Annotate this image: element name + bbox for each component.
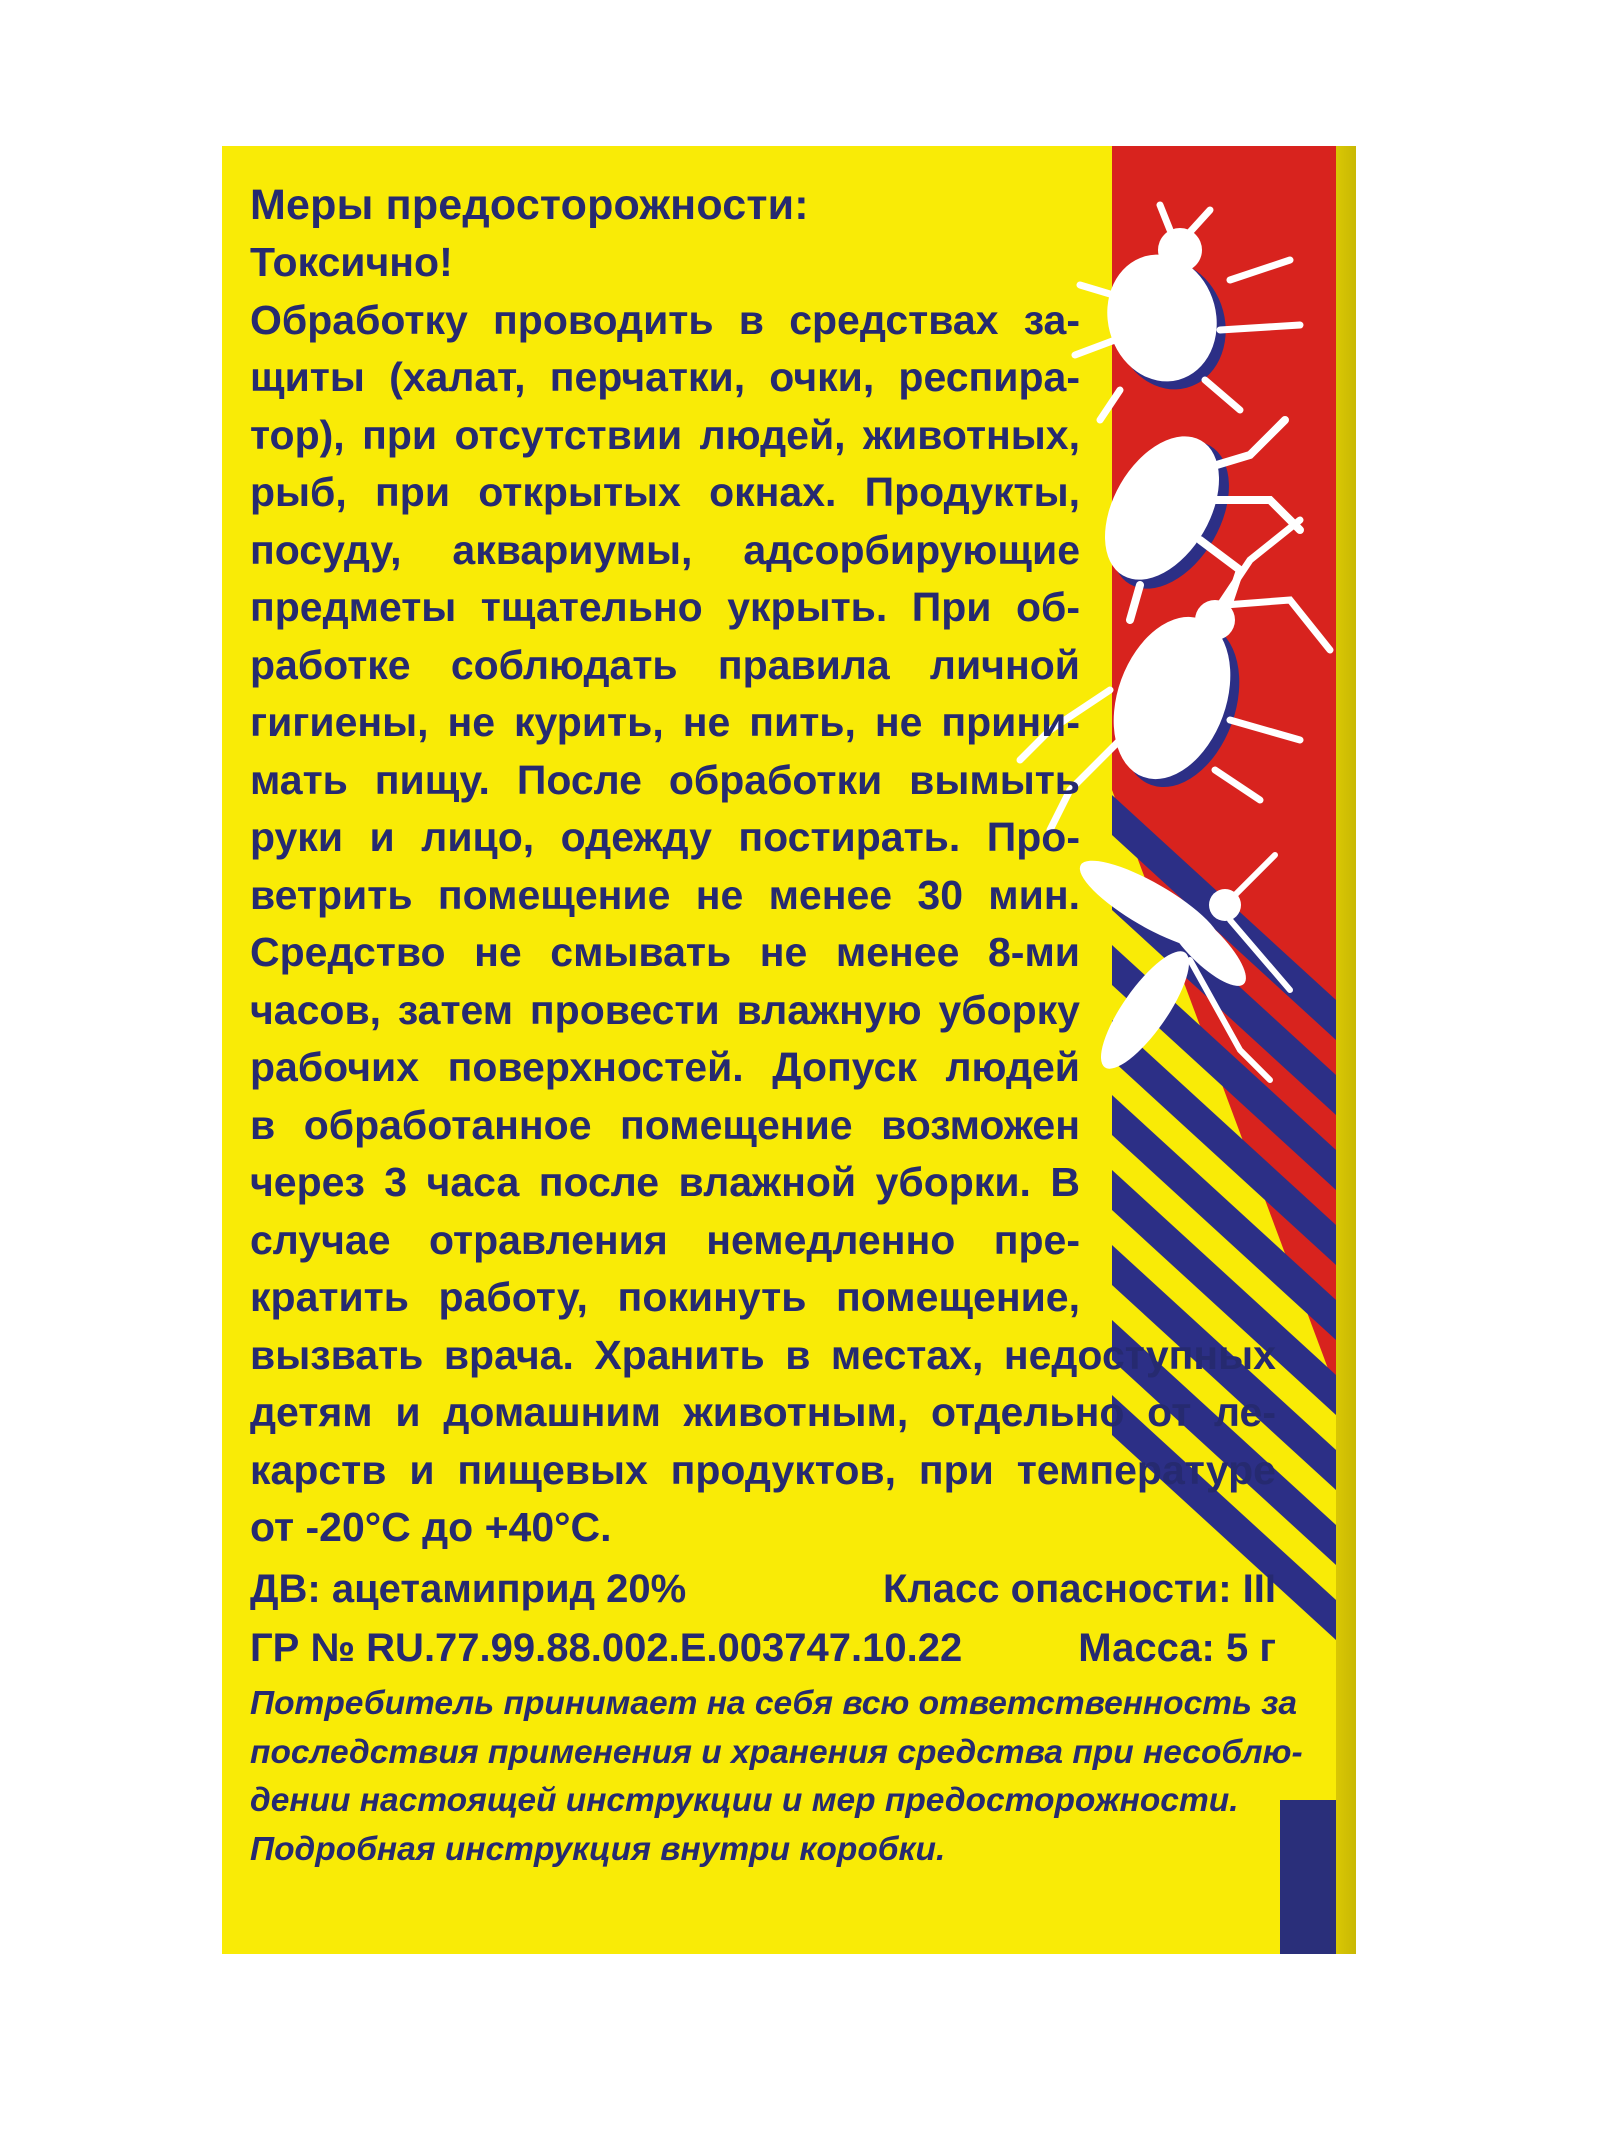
mass: Масса: 5 г [1078, 1626, 1276, 1670]
disclaimer [250, 1680, 1303, 1874]
precautions-line: рабочих поверхностей. Допуск людей [250, 1044, 1080, 1090]
precautions-line: рыб, при открытых окнах. Продукты, [250, 469, 1080, 515]
precautions-line: посуду, аквариумы, адсорбирующие [250, 526, 1080, 573]
disclaimer-line: Потребитель принимает на себя всю ответственность за [250, 1685, 1297, 1722]
precautions-line: руки и лицо, одежду постирать. Про- [250, 814, 1080, 860]
package-bottom-corner [1280, 1800, 1336, 1954]
precautions-line: щиты (халат, перчатки, очки, респира- [250, 354, 1080, 400]
precautions-line: часов, затем провести влажную уборку [250, 986, 1080, 1033]
disclaimer-line: последствия применения и хранения средства при несоблю- [250, 1733, 1303, 1771]
precautions-line: через 3 часа после влажной уборки. В [250, 1159, 1080, 1205]
specs-row-2 [250, 1622, 1276, 1674]
precautions-line: кратить работу, покинуть помещение, [250, 1274, 1080, 1320]
precautions-line: в обработанное помещение возможен [250, 1101, 1080, 1148]
precautions-section [250, 176, 1276, 1557]
precautions-line: мать пищу. После обработки вымыть [250, 756, 1080, 803]
precautions-line: от -20°С до +40°С. [250, 1504, 612, 1550]
precautions-line: вызвать врача. Хранить в местах, недоступных [250, 1331, 1276, 1378]
precautions-line: Средство не смывать не менее 8-ми [250, 929, 1080, 975]
precautions-line: детям и домашним животным, отдельно от ле- [250, 1389, 1276, 1435]
disclaimer-line: Подробная инструкция внутри коробки. [250, 1830, 946, 1868]
precautions-line: Обработку проводить в средствах за- [250, 296, 1080, 343]
specs-row-1 [250, 1563, 1276, 1615]
precautions-line: случае отравления немедленно пре- [250, 1216, 1080, 1263]
precautions-line: предметы тщательно укрыть. При об- [250, 584, 1080, 630]
hazard-class: Класс опасности: III [882, 1567, 1276, 1611]
toxic-warning: Токсично! [250, 239, 453, 285]
precautions-line: гигиены, не курить, не пить, не прини- [250, 699, 1080, 745]
precautions-line: работке соблюдать правила личной [250, 641, 1080, 688]
precautions-line: тор), при отсутствии людей, животных, [250, 411, 1080, 458]
precautions-line: карств и пищевых продуктов, при температуре [250, 1446, 1276, 1493]
disclaimer-line: дении настоящей инструкции и мер предосторожности. [250, 1782, 1239, 1819]
precautions-title: Меры предосторожности: [250, 181, 809, 229]
registration-number: ГР № RU.77.99.88.002.Е.003747.10.22 [250, 1626, 963, 1670]
active-ingredient: ДВ: ацетамиприд 20% [250, 1567, 687, 1611]
precautions-line: ветрить помещение не менее 30 мин. [250, 871, 1080, 918]
precautions-text [250, 292, 1276, 1557]
